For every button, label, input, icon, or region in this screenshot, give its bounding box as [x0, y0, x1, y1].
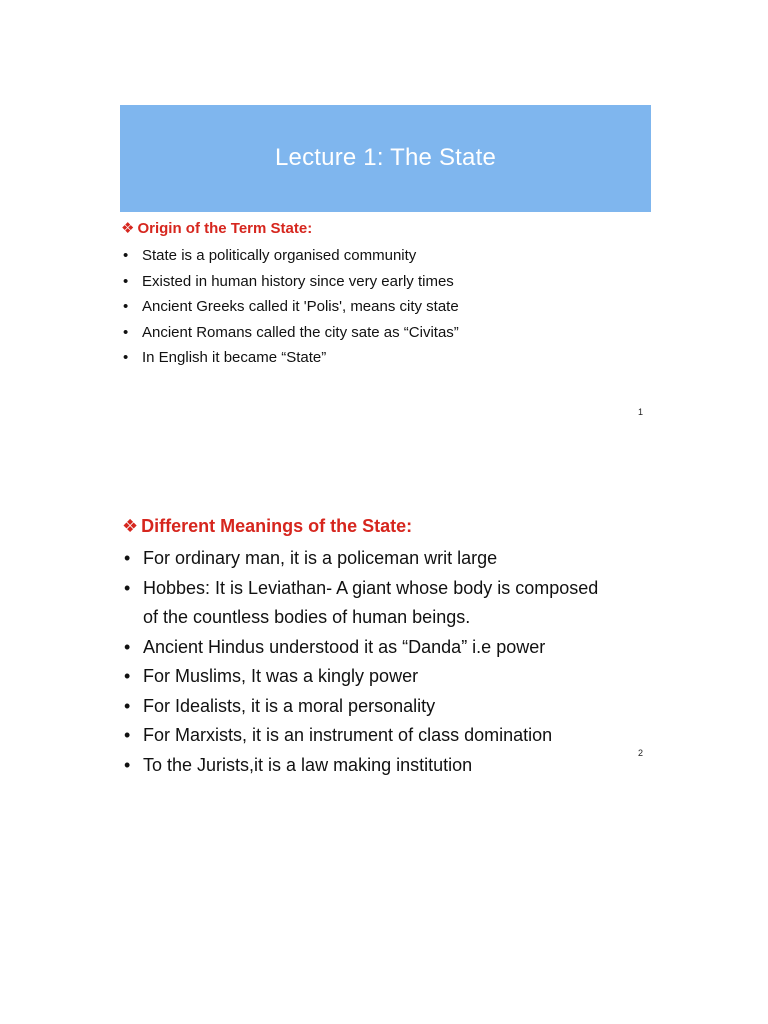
page-number: 2	[638, 748, 644, 758]
list-item-text: Ancient Greeks called it 'Polis', means city state	[142, 298, 459, 315]
list-item	[121, 243, 459, 269]
heading-text: Different Meanings of the State:	[141, 516, 413, 536]
list-item	[121, 269, 459, 295]
list-item	[121, 345, 459, 371]
section-heading-origin	[121, 219, 312, 237]
bullet-icon: •	[124, 695, 131, 716]
list-item-text: In English it became “State”	[142, 349, 327, 366]
bullet-icon: •	[123, 272, 129, 290]
bullet-icon: •	[124, 548, 131, 568]
list-item	[121, 294, 459, 320]
list-item-text-continuation: of the countless bodies of human beings.	[143, 607, 471, 627]
list-item	[122, 574, 652, 633]
list-item-text: To the Jurists,it is a law making institution	[143, 754, 473, 775]
list-item	[122, 751, 652, 781]
list-item-text: State is a politically organised community	[142, 247, 417, 264]
list-item-text: For Muslims, It was a kingly power	[143, 666, 419, 686]
meanings-bullet-list	[122, 544, 652, 780]
heading-text: Origin of the Term State:	[137, 220, 313, 237]
list-item	[121, 320, 459, 346]
bullet-icon: •	[123, 298, 129, 315]
list-item-text: Ancient Hindus understood it as “Danda” i.e power	[143, 636, 546, 657]
bullet-icon: •	[124, 577, 131, 598]
list-item	[122, 544, 652, 574]
slide-title: Lecture 1: The State	[274, 143, 497, 171]
bullet-icon: •	[123, 323, 129, 341]
bullet-icon: •	[124, 666, 131, 686]
list-item-text: For Idealists, it is a moral personality	[143, 695, 436, 716]
list-item-text: For ordinary man, it is a policeman writ large	[143, 548, 498, 568]
list-item	[122, 633, 652, 663]
bullet-icon: •	[124, 636, 131, 657]
diamond-bullet-icon: ❖	[121, 220, 135, 237]
list-item	[122, 692, 652, 722]
bullet-icon: •	[124, 754, 131, 775]
list-item	[122, 721, 652, 751]
page-number: 1	[638, 407, 644, 417]
origin-bullet-list	[121, 243, 459, 371]
list-item-text: Ancient Romans called the city sate as “Civitas”	[142, 323, 459, 341]
list-item-text: Existed in human history since very early times	[142, 272, 454, 290]
slide-title-band	[120, 105, 651, 212]
list-item-text: For Marxists, it is an instrument of class domination	[143, 725, 553, 745]
section-heading-meanings	[122, 516, 412, 537]
bullet-icon: •	[123, 349, 129, 366]
bullet-icon: •	[123, 247, 129, 264]
bullet-icon: •	[124, 725, 131, 745]
diamond-bullet-icon: ❖	[122, 516, 139, 536]
list-item-text: Hobbes: It is Leviathan- A giant whose body is composed	[143, 577, 599, 598]
list-item	[122, 662, 652, 692]
